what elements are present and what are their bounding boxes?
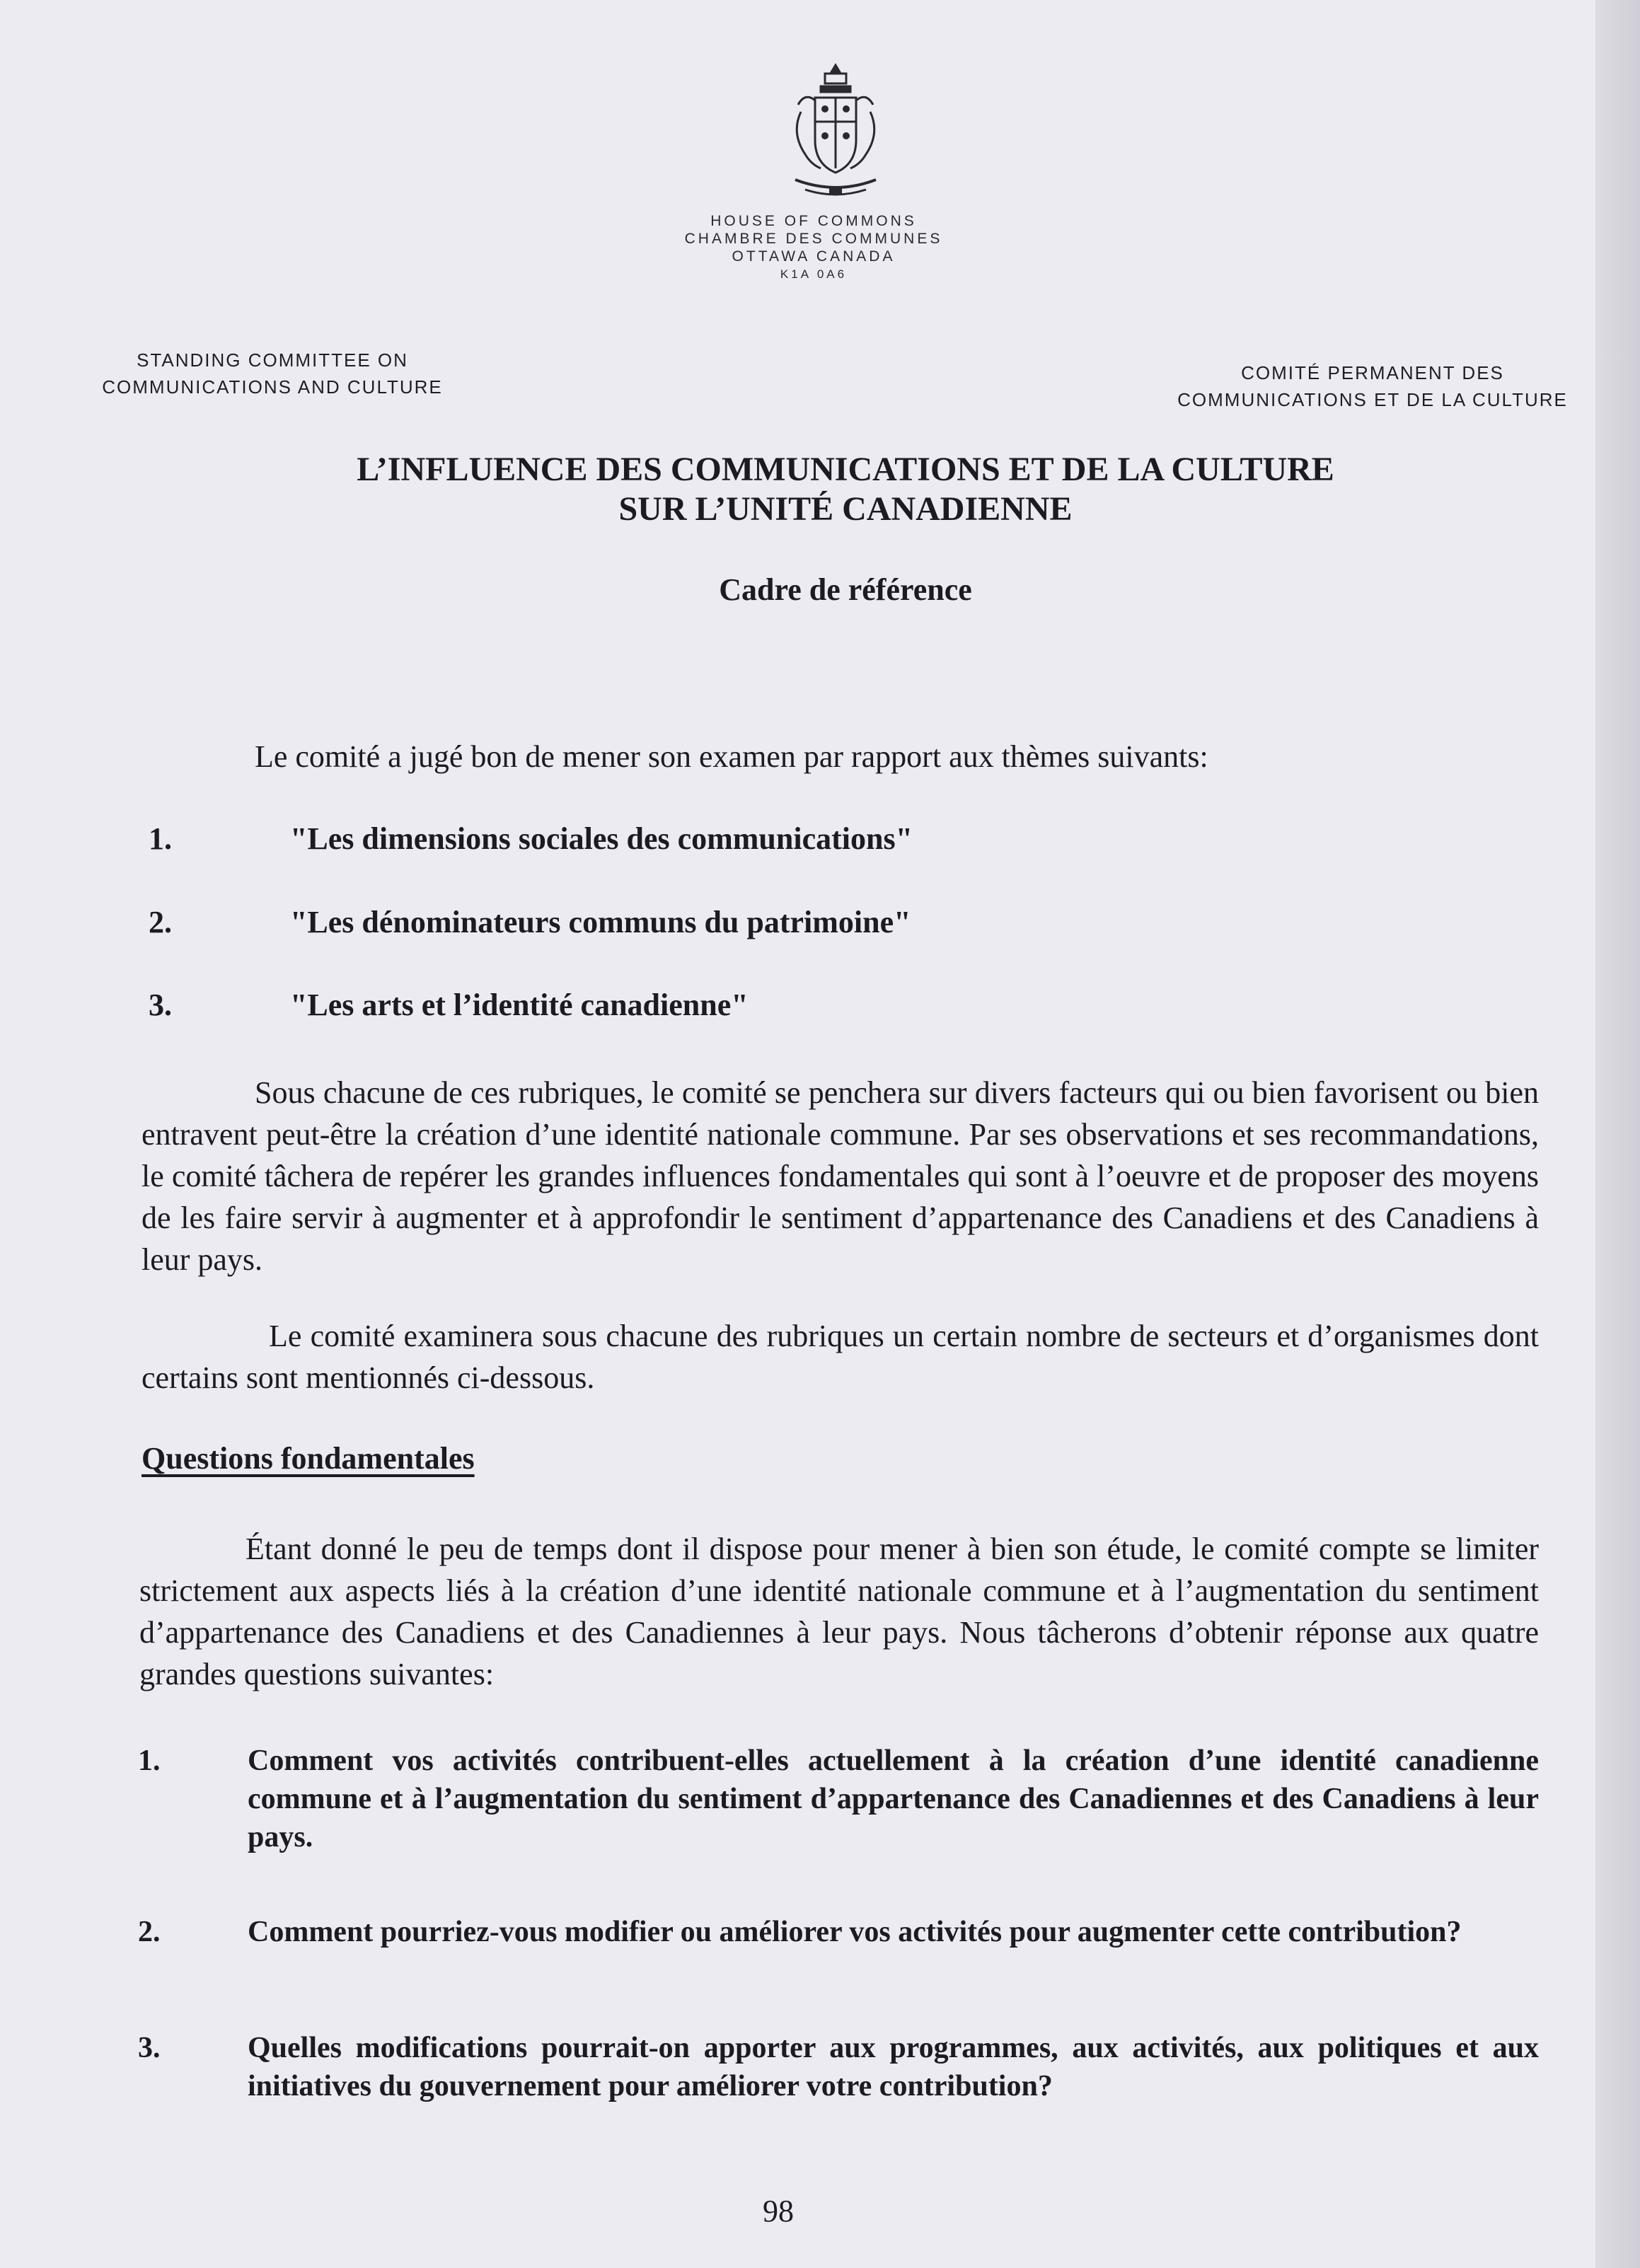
theme-number: 2. — [149, 905, 172, 939]
page-number: 98 — [763, 2194, 794, 2228]
body-paragraph: Sous chacune de ces rubriques, le comité se penchera sur divers facteurs qui ou bien favorisent ou bien entravent peut-être la création d’une identité nationale commune. Par ses observations et ses recommandations, le comité tâchera de repérer les grandes influences fondamentales qui sont à l’oeuvre et de proposer des moyens de les faire servir à augmenter et à approfondir le sentiment d’appartenance des Canadiens et des Canadiens à leur pays. — [142, 1075, 1539, 1277]
question-number: 1. — [138, 1745, 161, 1777]
committee-line: STANDING COMMITTEE ON — [137, 349, 408, 371]
committee-name-english — [71, 347, 474, 400]
house-of-commons-address — [616, 212, 1012, 283]
document-title — [283, 450, 1408, 529]
address-line: CHAMBRE DES COMMUNES — [684, 231, 943, 247]
committee-name-french — [1132, 359, 1613, 413]
title-line: L’INFLUENCE DES COMMUNICATIONS ET DE LA CULTURE — [357, 451, 1334, 488]
title-line: SUR L’UNITÉ CANADIENNE — [618, 490, 1073, 528]
address-line: K1A 0A6 — [780, 267, 848, 281]
committee-line: COMMUNICATIONS ET DE LA CULTURE — [1177, 389, 1568, 410]
document-subtitle: Cadre de référence — [719, 572, 972, 607]
question-number: 3. — [138, 2032, 161, 2064]
body-paragraph: Étant donné le peu de temps dont il dispose pour mener à bien son étude, le comité compte se limiter strictement aux aspects liés à la création d’une identité nationale commune et à l’augmentation du sentiment d’appartenance des Canadiens et des Canadiennes à leur pays. Nous tâcherons d’obtenir réponse aux quatre grandes questions suivantes: — [139, 1532, 1539, 1691]
question-text: Comment vos activités contribuent-elles actuellement à la création d’une identité canadienne commune et à l’augmentation du sentiment d’appartenance des Canadiennes et des Canadiens à leur pays. — [248, 1745, 1539, 1853]
question-number: 2. — [138, 1916, 161, 1948]
theme-number: 1. — [149, 821, 172, 856]
theme-number: 3. — [149, 988, 172, 1022]
address-line: OTTAWA CANADA — [732, 248, 896, 265]
question-item — [138, 1742, 1539, 1856]
committee-line: COMITÉ PERMANENT DES — [1241, 362, 1504, 383]
section-heading: Questions fondamentales — [142, 1441, 475, 1476]
page-edge — [1595, 0, 1640, 2268]
theme-text: "Les arts et l’identité canadienne" — [290, 988, 749, 1022]
coat-of-arms-icon — [784, 62, 887, 204]
intro-paragraph: Le comité a jugé bon de mener son examen par rapport aux thèmes suivants: — [255, 739, 1208, 774]
committee-line: COMMUNICATIONS AND CULTURE — [102, 376, 443, 398]
question-text: Comment pourriez-vous modifier ou améliorer vos activités pour augmenter cette contribution? — [248, 1916, 1462, 1948]
address-line: HOUSE OF COMMONS — [710, 213, 917, 229]
question-item — [138, 2029, 1539, 2105]
question-item — [138, 1913, 1539, 1951]
body-paragraph: Le comité examinera sous chacune des rubriques un certain nombre de secteurs et d’organismes dont certains sont mentionnés ci-dessous. — [142, 1319, 1539, 1395]
question-text: Quelles modifications pourrait-on apporter aux programmes, aux activités, aux politiques et aux initiatives du gouvernement pour améliorer votre contribution? — [248, 2032, 1539, 2102]
theme-text: "Les dénominateurs communs du patrimoine" — [290, 905, 911, 939]
theme-text: "Les dimensions sociales des communications" — [290, 821, 913, 856]
